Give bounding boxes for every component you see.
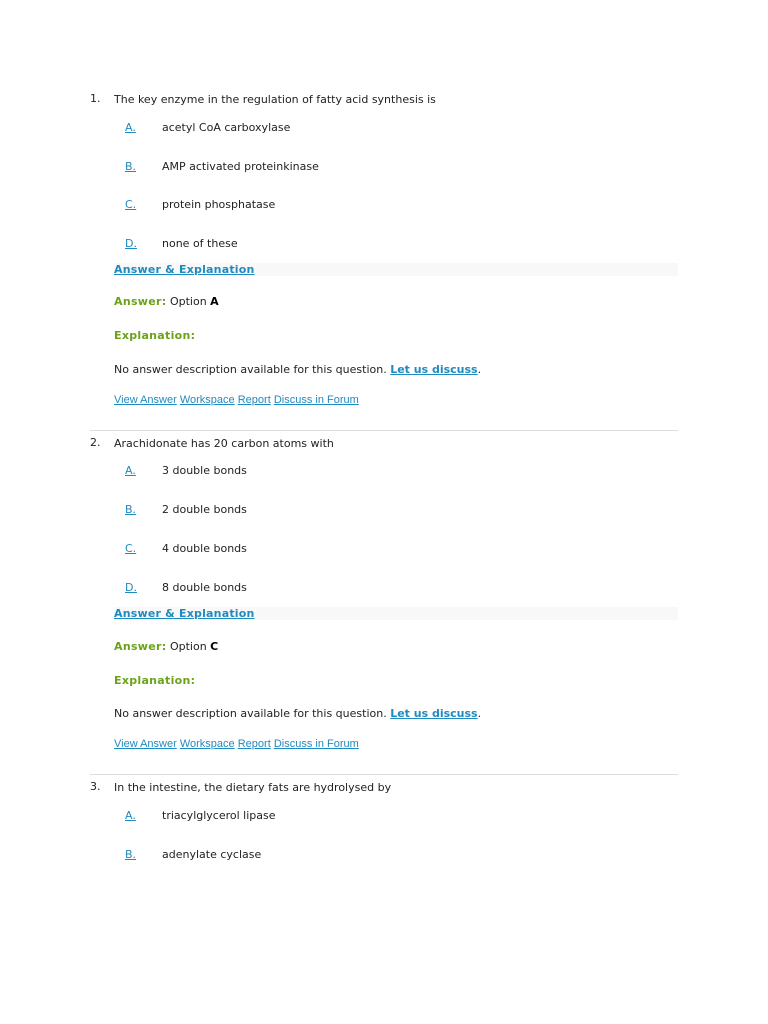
- option-a-text: 3 double bonds: [162, 464, 247, 477]
- report-link[interactable]: Report: [237, 394, 271, 406]
- explanation-body: No answer description available for this question.: [114, 363, 387, 376]
- answer-line: [114, 640, 218, 653]
- option-c-text: 4 double bonds: [162, 542, 247, 555]
- answer-label: Answer:: [114, 640, 167, 653]
- answer-option: A: [210, 295, 219, 308]
- let-us-discuss-link[interactable]: Let us discuss: [390, 707, 478, 720]
- option-d-link[interactable]: D.: [125, 581, 137, 594]
- let-us-discuss-link[interactable]: Let us discuss: [390, 363, 478, 376]
- option-c-link[interactable]: C.: [125, 198, 137, 211]
- question-text: In the intestine, the dietary fats are hydrolysed by: [114, 781, 392, 794]
- option-d-link[interactable]: D.: [125, 237, 137, 250]
- explanation-end: .: [477, 707, 482, 720]
- answer-explanation-link[interactable]: Answer & Explanation: [114, 263, 255, 276]
- question-actions: [114, 738, 359, 750]
- question-divider: [90, 774, 678, 775]
- option-b-text: AMP activated proteinkinase: [162, 160, 319, 173]
- question-number: 3.: [90, 780, 101, 793]
- option-b-link[interactable]: B.: [125, 848, 137, 861]
- option-a-link[interactable]: A.: [125, 809, 136, 822]
- option-a-link[interactable]: A.: [125, 464, 136, 477]
- discuss-in-forum-link[interactable]: Discuss in Forum: [273, 738, 359, 750]
- explanation-end: .: [477, 363, 482, 376]
- discuss-in-forum-link[interactable]: Discuss in Forum: [273, 394, 359, 406]
- question-divider: [90, 430, 678, 431]
- option-d-text: none of these: [162, 237, 238, 250]
- option-c-link[interactable]: C.: [125, 542, 137, 555]
- option-b-text: adenylate cyclase: [162, 848, 262, 861]
- option-c-text: protein phosphatase: [162, 198, 276, 211]
- explanation-label: Explanation:: [114, 329, 196, 342]
- option-b-link[interactable]: B.: [125, 503, 137, 516]
- answer-label: Answer:: [114, 295, 167, 308]
- view-answer-link[interactable]: View Answer: [114, 394, 177, 406]
- answer-prefix: Option: [169, 295, 207, 308]
- answer-prefix: Option: [169, 640, 207, 653]
- option-a-text: acetyl CoA carboxylase: [162, 121, 291, 134]
- report-link[interactable]: Report: [237, 738, 271, 750]
- explanation-text: [114, 363, 481, 376]
- option-a-text: triacylglycerol lipase: [162, 809, 276, 822]
- question-actions: [114, 394, 359, 406]
- answer-explanation-link[interactable]: Answer & Explanation: [114, 607, 255, 620]
- view-answer-link[interactable]: View Answer: [114, 738, 177, 750]
- option-d-text: 8 double bonds: [162, 581, 247, 594]
- answer-option: C: [210, 640, 219, 653]
- answer-line: [114, 295, 219, 308]
- workspace-link[interactable]: Workspace: [179, 738, 235, 750]
- question-number: 2.: [90, 436, 101, 449]
- explanation-label: Explanation:: [114, 674, 196, 687]
- question-number: 1.: [90, 92, 101, 105]
- option-b-text: 2 double bonds: [162, 503, 247, 516]
- question-text: Arachidonate has 20 carbon atoms with: [114, 437, 334, 450]
- explanation-text: [114, 707, 481, 720]
- option-b-link[interactable]: B.: [125, 160, 137, 173]
- workspace-link[interactable]: Workspace: [179, 394, 235, 406]
- option-a-link[interactable]: A.: [125, 121, 136, 134]
- question-text: The key enzyme in the regulation of fatty acid synthesis is: [114, 93, 436, 106]
- explanation-body: No answer description available for this question.: [114, 707, 387, 720]
